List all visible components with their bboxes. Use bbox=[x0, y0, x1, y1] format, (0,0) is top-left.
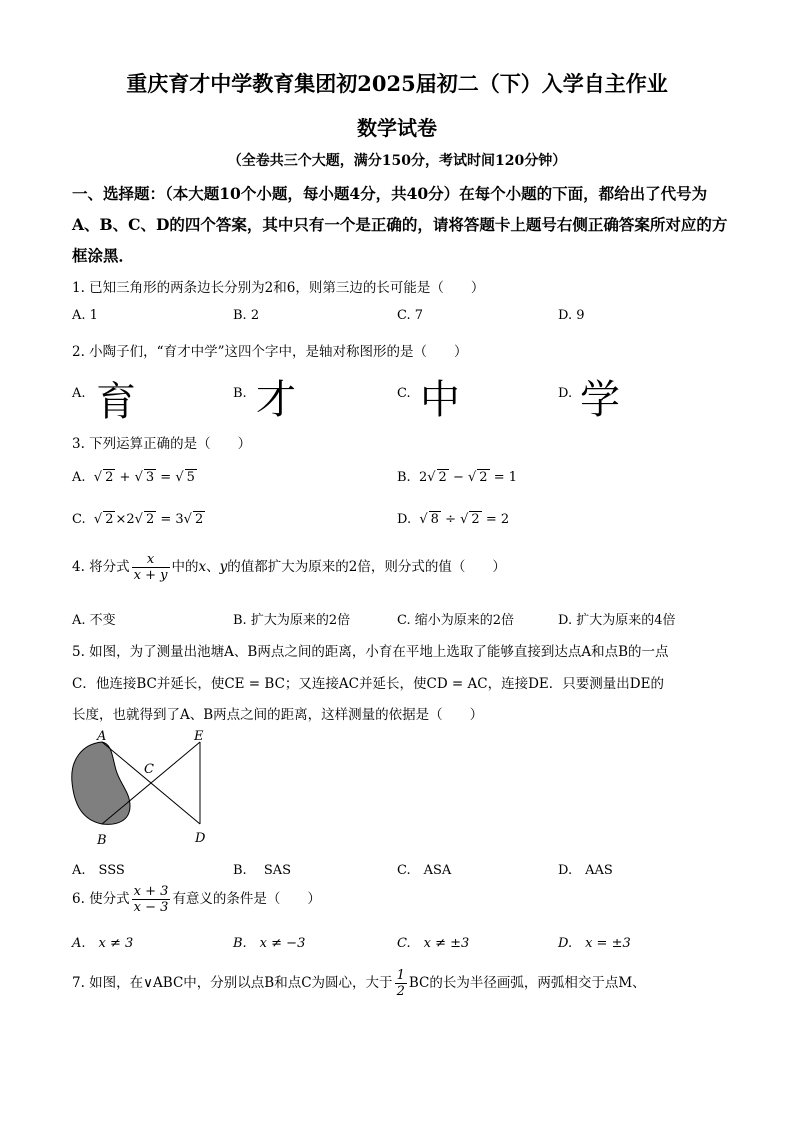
q3-option-a bbox=[72, 469, 197, 485]
q1-option-b: B. 2 bbox=[233, 308, 260, 323]
q2-letter-a: A. bbox=[72, 386, 86, 401]
q4-frac-num: x bbox=[132, 552, 170, 568]
q6-option-b: B. x ≠ −3 bbox=[233, 936, 306, 951]
q6-frac-num: x + 3 bbox=[133, 884, 169, 899]
q7-suffix: BC的长为半径画弧，两弧相交于点M、 bbox=[408, 975, 646, 991]
q1-option-a: A. 1 bbox=[72, 308, 98, 323]
q3-c-radicand-2: 2 bbox=[145, 512, 155, 527]
sqrt-symbol: √ bbox=[175, 470, 184, 485]
q5-option-c: C. ASA bbox=[397, 863, 452, 878]
q2-letter-c: C. bbox=[397, 386, 411, 401]
q6-option-d: D. x = ±3 bbox=[558, 936, 631, 951]
q5-option-a: A. SSS bbox=[72, 863, 125, 878]
q2-stem: 2. 小陶子们，“育才中学”这四个字中，是轴对称图形的是（ ） bbox=[72, 344, 468, 360]
q3-c-eq: = 3 bbox=[160, 512, 184, 527]
q4-option-d: D. 扩大为原来的4倍 bbox=[558, 613, 676, 628]
q1-option-d: D. 9 bbox=[558, 308, 585, 323]
q3-option-c bbox=[72, 511, 205, 527]
q7-fraction bbox=[395, 968, 407, 999]
q3-b-op: − bbox=[452, 470, 464, 485]
q6-suffix: 有意义的条件是（ ） bbox=[172, 891, 321, 907]
label-e: E bbox=[194, 729, 204, 744]
label-a: A bbox=[97, 729, 107, 744]
q4-option-c: C. 缩小为原来的2倍 bbox=[397, 613, 515, 628]
q3-c-radicand-3: 2 bbox=[194, 512, 204, 527]
label-d: D bbox=[195, 831, 206, 846]
q4-suffix-2: 的值都扩大为原来的2倍，则分式的值（ ） bbox=[227, 559, 506, 575]
q2-char-d: 学 bbox=[580, 377, 620, 423]
q4-var-y: y bbox=[219, 559, 228, 575]
q5-option-b: B. SAS bbox=[233, 863, 292, 878]
q3-c-radicand-1: 2 bbox=[105, 512, 114, 527]
sqrt-symbol: √ bbox=[134, 470, 143, 485]
q3-letter-d: D. bbox=[397, 512, 412, 527]
sqrt-symbol: √ bbox=[134, 512, 143, 527]
q3-a-eq: = bbox=[160, 470, 172, 485]
q4-option-b: B. 扩大为原来的2倍 bbox=[233, 613, 351, 628]
q3-stem: 3. 下列运算正确的是（ ） bbox=[72, 436, 252, 452]
q3-b-radicand-1: 2 bbox=[438, 470, 447, 485]
q6-prefix: 6. 使分式 bbox=[72, 891, 130, 907]
q7-frac-num: 1 bbox=[396, 968, 405, 983]
exam-title: 重庆育才中学教育集团初2025届初二（下）入学自主作业 bbox=[126, 71, 668, 96]
q4-var-x: x bbox=[198, 559, 207, 575]
q3-a-radicand-1: 2 bbox=[105, 470, 114, 485]
q3-a-radicand-3: 5 bbox=[186, 470, 195, 485]
q2-letter-d: D. bbox=[558, 386, 573, 401]
q3-c-op: ×2 bbox=[115, 512, 135, 527]
q6-option-a: A. x ≠ 3 bbox=[72, 936, 134, 951]
sqrt-symbol: √ bbox=[460, 512, 469, 527]
q4-sep: 、 bbox=[206, 559, 220, 575]
q6-option-c: C. x ≠ ±3 bbox=[397, 936, 470, 951]
pond-shape bbox=[72, 742, 130, 824]
label-b: B bbox=[97, 833, 107, 848]
q6-stem bbox=[72, 884, 321, 915]
q3-letter-b: B. bbox=[397, 470, 411, 485]
exam-note: （全卷共三个大题，满分150分，考试时间120分钟） bbox=[227, 153, 567, 169]
q3-d-eq: = bbox=[485, 512, 497, 527]
q7-prefix: 7. 如图，在∨ABC中，分别以点B和点C为圆心，大于 bbox=[72, 975, 393, 991]
q3-b-coef: 2 bbox=[418, 470, 428, 485]
q7-frac-den: 2 bbox=[396, 984, 405, 999]
q4-prefix: 4. 将分式 bbox=[72, 559, 130, 575]
sqrt-symbol: √ bbox=[427, 470, 436, 485]
q2-char-c: 中 bbox=[420, 377, 460, 423]
q3-option-b bbox=[397, 469, 517, 485]
q5-line-2: C．他连接BC并延长，使CE = BC；又连接AC并延长，使CD = AC，连接DE．只要测量出DE的 bbox=[72, 676, 664, 692]
q3-letter-c: C. bbox=[72, 512, 86, 527]
q6-frac-den: x − 3 bbox=[133, 900, 169, 915]
q2-char-a: 育 bbox=[96, 379, 136, 425]
q3-b-radicand-2: 2 bbox=[479, 470, 488, 485]
sqrt-symbol: √ bbox=[468, 470, 477, 485]
q2-letter-b: B. bbox=[233, 386, 247, 401]
sqrt-symbol: √ bbox=[419, 512, 428, 527]
q3-option-d bbox=[397, 511, 509, 527]
q3-d-radicand-1: 8 bbox=[430, 512, 439, 527]
q1-stem: 1. 已知三角形的两条边长分别为2和6，则第三边的长可能是（ ） bbox=[72, 280, 485, 296]
exam-subtitle: 数学试卷 bbox=[357, 116, 437, 140]
q3-letter-a: A. bbox=[72, 470, 86, 485]
q4-stem bbox=[72, 552, 506, 583]
sqrt-symbol: √ bbox=[183, 512, 192, 527]
label-c: C bbox=[144, 762, 154, 777]
q2-char-b: 才 bbox=[256, 377, 296, 423]
q3-a-op: + bbox=[119, 470, 131, 485]
sqrt-symbol: √ bbox=[93, 470, 103, 485]
sqrt-symbol: √ bbox=[93, 512, 103, 527]
q5-line-3: 长度，也就得到了A、B两点之间的距离，这样测量的依据是（ ） bbox=[72, 707, 484, 723]
q3-d-op: ÷ bbox=[445, 512, 456, 527]
section-heading: 一、选择题：（本大题10个小题，每小题4分，共40分）在每个小题的下面，都给出了代号为A、B、C、D的四个答案，其中只有一个是正确的，请将答题卡上题号右侧正确答案所对应的方框涂黑． bbox=[72, 184, 728, 265]
q3-b-result: = 1 bbox=[493, 470, 518, 485]
q3-d-result: 2 bbox=[500, 512, 510, 527]
q4-frac-den: x + y bbox=[133, 568, 168, 583]
q5-line-1: 5. 如图，为了测量出池塘A、B两点之间的距离，小育在平地上选取了能够直接到达点A和点B的一点 bbox=[72, 644, 669, 660]
q5-pond-figure bbox=[62, 726, 222, 850]
q4-option-a: A. 不变 bbox=[72, 613, 116, 628]
q1-option-c: C. 7 bbox=[397, 308, 424, 323]
q5-option-d: D. AAS bbox=[558, 863, 613, 878]
q6-fraction bbox=[132, 884, 171, 915]
q4-suffix-1: 中的 bbox=[171, 559, 199, 575]
q3-d-radicand-2: 2 bbox=[471, 512, 480, 527]
q3-a-radicand-2: 3 bbox=[145, 470, 155, 485]
q7-stem bbox=[72, 968, 646, 999]
q4-fraction bbox=[132, 552, 170, 583]
